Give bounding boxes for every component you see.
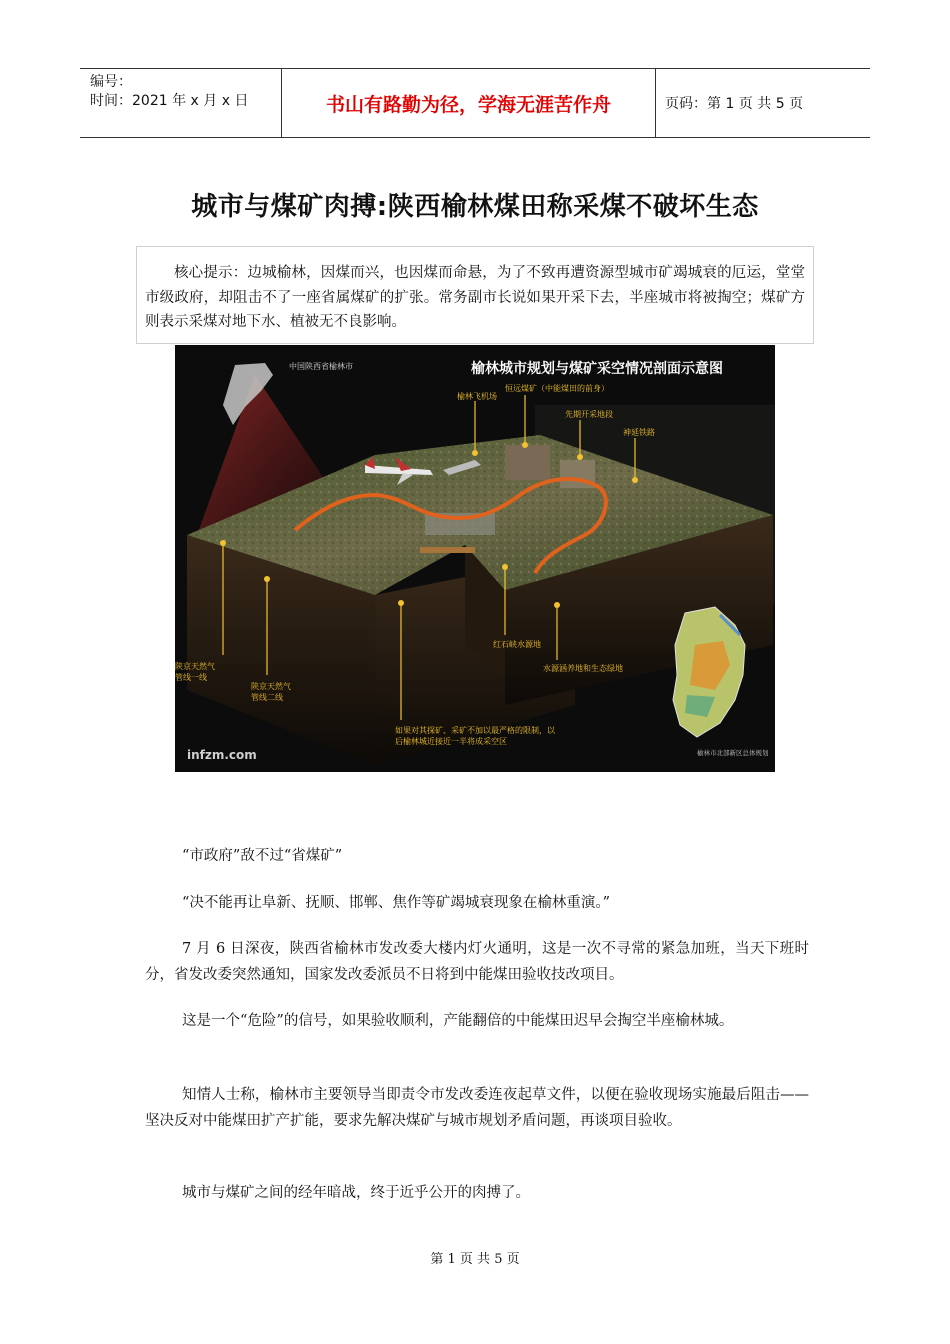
airport-marker	[472, 450, 478, 456]
first-mining-marker	[577, 454, 583, 460]
body-paragraph: 7 月 6 日深夜，陕西省榆林市发改委大楼内灯火通明，这是一次不寻常的紧急加班，当天下班时分，省发改委突然通知，国家发改委派员不日将到中能煤田验收技改项目。	[145, 941, 809, 983]
header-motto: 书山有路勤为径，学海无涯苦作舟	[282, 69, 656, 137]
infographic	[175, 345, 775, 772]
body-paragraph: 这是一个“危险”的信号，如果验收顺利，产能翻倍的中能煤田迟早会掏空半座榆林城。	[182, 1013, 734, 1029]
gas-pipeline	[420, 547, 475, 553]
gas-line1-marker	[220, 540, 226, 546]
figure-title: 榆林城市规划与煤矿采空情况剖面示意图	[471, 361, 723, 377]
label-airport: 榆林飞机场	[457, 392, 497, 401]
body-paragraph: 知情人士称，榆林市主要领导当即责令市发改委连夜起草文件，以便在验收现场实施最后阻击——坚决反对中能煤田扩产扩能，要求先解决煤矿与城市规划矛盾问题，再谈项目验收。	[145, 1087, 809, 1129]
gas-line2-marker	[264, 576, 270, 582]
label-plan-caption: 榆林市北部新区总体规划	[697, 749, 769, 757]
document-header	[80, 68, 870, 138]
header-meta-cell	[80, 69, 282, 137]
time-label: 时间：2021 年 x 月 x 日	[90, 93, 249, 109]
hengyuan-marker	[522, 442, 528, 448]
label-warning: 如果对其探矿、采矿不加以最严格的限制，以后榆林城近接近一半将成采空区	[395, 726, 555, 746]
body-paragraph: 城市与煤矿之间的经年暗战，终于近乎公开的肉搏了。	[182, 1185, 530, 1201]
summary-box: 核心提示：边城榆林，因煤而兴，也因煤而命悬，为了不致再遭资源型城市矿竭城衰的厄运，堂堂市级政府，却阻击不了一座省属煤矿的扩张。常务副市长说如果开采下去，半座城市将被掏空；煤矿方则表示采煤对地下水、植被无不良影响。	[136, 246, 814, 344]
mine-building	[505, 445, 550, 480]
label-first-mining: 先期开采地段	[565, 410, 613, 419]
number-label: 编号：	[90, 74, 132, 90]
railway-marker	[632, 477, 638, 483]
label-water-green: 水源涵养地和生态绿地	[543, 664, 623, 673]
article-title: 城市与煤矿肉搏:陕西榆林煤田称采煤不破坏生态	[191, 192, 759, 222]
warning-marker	[398, 600, 404, 606]
label-hengyuan: 恒远煤矿（中能煤田的前身）	[505, 384, 609, 393]
source-watermark: infzm.com	[187, 748, 257, 762]
water-green-marker	[554, 602, 560, 608]
infographic-svg	[175, 345, 775, 772]
label-hongshixia: 红石峡水源地	[493, 640, 541, 649]
label-province-city: 中国陕西省榆林市	[289, 362, 353, 371]
hongshixia-marker	[502, 564, 508, 570]
label-gas-line2: 陕京天然气管线二线	[251, 682, 291, 702]
body-paragraph: “市政府”敌不过“省煤矿”	[182, 848, 343, 864]
label-railway: 神延铁路	[623, 428, 655, 437]
label-gas-line1: 陕京天然气管线一线	[175, 662, 215, 682]
header-page-label: 页码：第 1 页 共 5 页	[665, 96, 804, 112]
body-paragraph: “决不能再让阜新、抚顺、邯郸、焦作等矿竭城衰现象在榆林重演。”	[182, 895, 611, 911]
page-footer: 第 1 页 共 5 页	[430, 1252, 520, 1267]
